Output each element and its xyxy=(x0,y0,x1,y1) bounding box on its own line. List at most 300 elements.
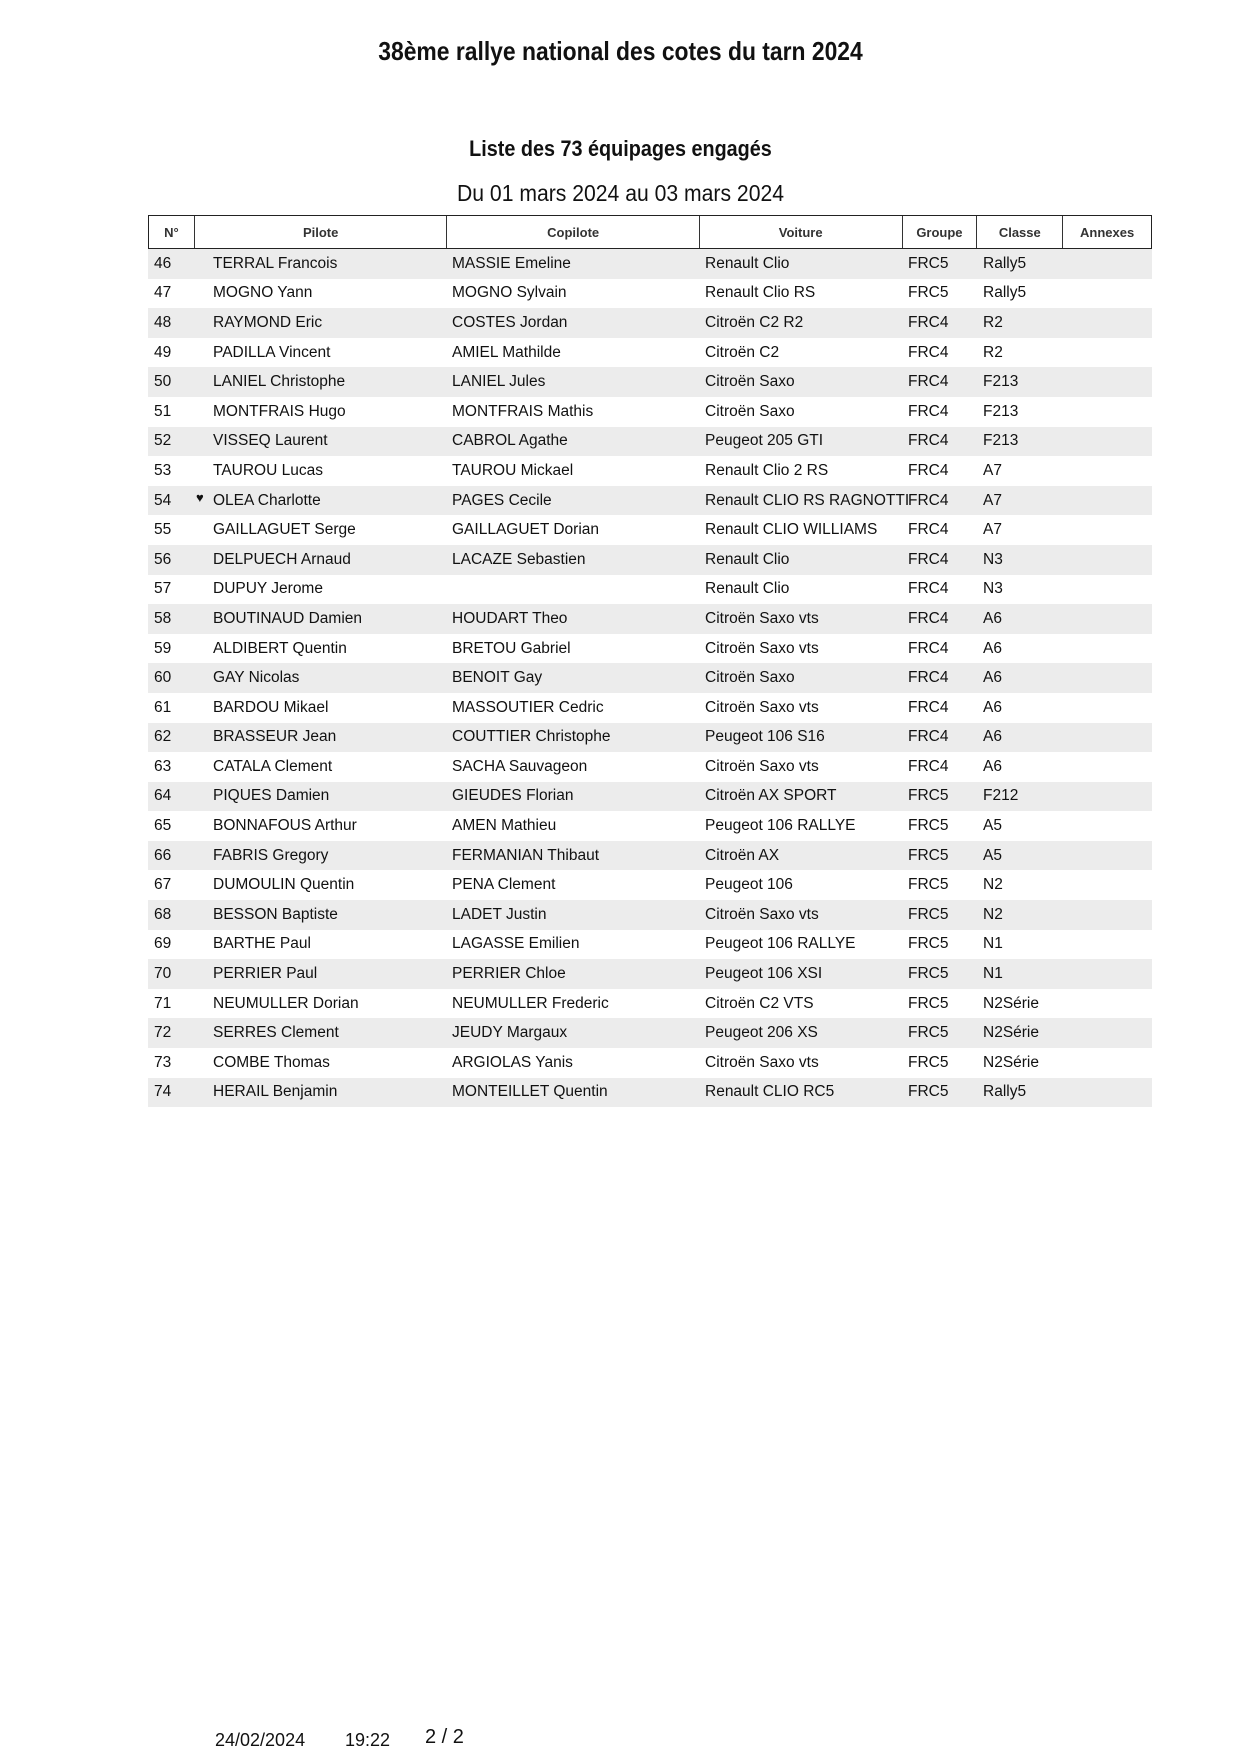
row-copilote xyxy=(446,965,699,983)
row-num-text: 47 xyxy=(154,284,172,302)
row-groupe xyxy=(902,640,977,658)
row-copilote xyxy=(446,640,699,658)
row-voiture xyxy=(699,965,902,983)
row-pilote-text: OLEA Charlotte xyxy=(213,491,321,509)
row-copilote-text: JEUDY Margaux xyxy=(452,1024,568,1042)
row-voiture-text: Peugeot 206 XS xyxy=(705,1024,818,1042)
row-pilote xyxy=(193,965,446,983)
row-num xyxy=(148,699,193,717)
row-classe-text: F212 xyxy=(983,787,1019,805)
header-annexes: Annexes xyxy=(1062,216,1151,248)
document-subtitle: Liste des 73 équipages engagés xyxy=(469,136,772,161)
row-num-text: 58 xyxy=(154,609,172,627)
row-pilote xyxy=(193,284,446,302)
row-groupe-text: FRC5 xyxy=(908,994,949,1012)
row-classe-text: N2Série xyxy=(983,1024,1039,1042)
row-num-text: 72 xyxy=(154,1024,172,1042)
table-row xyxy=(148,1078,1152,1108)
row-pilote-text: DELPUECH Arnaud xyxy=(213,550,351,568)
row-copilote xyxy=(446,403,699,421)
row-copilote xyxy=(446,255,699,273)
row-voiture-text: Renault Clio RS xyxy=(705,284,816,302)
row-num xyxy=(148,489,204,510)
row-voiture-text: Citroën Saxo vts xyxy=(705,1053,819,1071)
header-voiture: Voiture xyxy=(699,216,902,248)
row-classe xyxy=(977,580,1063,598)
row-classe xyxy=(977,373,1063,391)
table-body xyxy=(148,249,1152,1107)
footer-page-number: 2 / 2 xyxy=(425,1726,464,1748)
row-groupe-text: FRC5 xyxy=(908,1053,949,1071)
row-pilote xyxy=(193,521,446,539)
row-groupe xyxy=(902,344,977,362)
row-pilote-text: COMBE Thomas xyxy=(213,1053,330,1071)
row-classe-text: F213 xyxy=(983,432,1019,450)
row-groupe xyxy=(902,462,977,480)
row-copilote xyxy=(446,1024,699,1042)
row-copilote xyxy=(446,462,699,480)
row-classe xyxy=(977,728,1063,746)
row-voiture xyxy=(699,1083,902,1101)
row-voiture xyxy=(699,876,902,894)
row-classe-text: A7 xyxy=(983,491,1002,509)
row-classe-text: A5 xyxy=(983,846,1002,864)
row-voiture xyxy=(699,699,902,717)
row-pilote xyxy=(193,432,446,450)
row-voiture-text: Renault CLIO RS RAGNOTTI xyxy=(705,491,910,509)
table-header xyxy=(148,215,1152,249)
row-pilote-text: BESSON Baptiste xyxy=(213,905,338,923)
row-voiture xyxy=(699,669,902,687)
row-classe xyxy=(977,344,1063,362)
row-copilote xyxy=(446,551,699,569)
row-groupe xyxy=(902,995,977,1013)
row-classe-text: A6 xyxy=(983,639,1002,657)
row-classe xyxy=(977,1024,1063,1042)
row-groupe-text: FRC5 xyxy=(908,935,949,953)
row-voiture-text: Renault CLIO WILLIAMS xyxy=(705,521,878,539)
row-copilote-text: MASSOUTIER Cedric xyxy=(452,698,604,716)
row-voiture xyxy=(699,521,902,539)
row-classe xyxy=(977,610,1063,628)
row-pilote-text: HERAIL Benjamin xyxy=(213,1083,338,1101)
row-num xyxy=(148,255,193,273)
row-pilote xyxy=(193,551,446,569)
row-num-text: 63 xyxy=(154,757,172,775)
row-num-text: 59 xyxy=(154,639,172,657)
row-num-text: 48 xyxy=(154,313,172,331)
row-pilote xyxy=(193,817,446,835)
row-pilote xyxy=(193,314,446,332)
row-copilote-text: COUTTIER Christophe xyxy=(452,728,611,746)
row-classe xyxy=(977,492,1063,510)
row-classe xyxy=(977,965,1063,983)
row-pilote-text: BARDOU Mikael xyxy=(213,698,329,716)
row-pilote-text: TAUROU Lucas xyxy=(213,461,323,479)
table-row xyxy=(148,723,1152,753)
table-row xyxy=(148,989,1152,1019)
row-pilote xyxy=(193,1024,446,1042)
header-groupe: Groupe xyxy=(902,216,977,248)
row-classe xyxy=(977,1083,1063,1101)
row-copilote-text: CABROL Agathe xyxy=(452,432,568,450)
row-groupe-text: FRC4 xyxy=(908,373,949,391)
row-classe xyxy=(977,255,1063,273)
row-groupe xyxy=(902,403,977,421)
row-groupe-text: FRC5 xyxy=(908,905,949,923)
row-groupe-text: FRC4 xyxy=(908,580,949,598)
row-pilote xyxy=(193,906,446,924)
row-copilote-text: NEUMULLER Frederic xyxy=(452,994,609,1012)
row-pilote-text: DUMOULIN Quentin xyxy=(213,876,355,894)
row-copilote-text: PAGES Cecile xyxy=(452,491,552,509)
row-copilote xyxy=(446,728,699,746)
row-groupe xyxy=(902,906,977,924)
row-groupe xyxy=(902,965,977,983)
row-pilote-text: MONTFRAIS Hugo xyxy=(213,402,346,420)
row-num-text: 53 xyxy=(154,461,172,479)
row-copilote xyxy=(446,373,699,391)
row-num xyxy=(148,1024,193,1042)
row-num-text: 46 xyxy=(154,254,172,272)
row-classe xyxy=(977,551,1063,569)
row-num-text: 71 xyxy=(154,994,172,1012)
footer-time: 19:22 xyxy=(345,1730,391,1750)
row-groupe-text: FRC5 xyxy=(908,284,949,302)
row-groupe xyxy=(902,699,977,717)
row-pilote xyxy=(193,995,446,1013)
row-groupe-text: FRC4 xyxy=(908,491,949,509)
row-voiture-text: Peugeot 205 GTI xyxy=(705,432,824,450)
row-voiture xyxy=(699,344,902,362)
table-row xyxy=(148,249,1152,279)
event-period: Du 01 mars 2024 au 03 mars 2024 xyxy=(456,180,785,206)
row-num-text: 55 xyxy=(154,521,172,539)
row-copilote-text: PERRIER Chloe xyxy=(452,965,566,983)
row-voiture-text: Citroën C2 xyxy=(705,343,780,361)
row-num-text: 50 xyxy=(154,373,172,391)
row-classe-text: N2Série xyxy=(983,1053,1039,1071)
row-voiture-text: Citroën Saxo vts xyxy=(705,905,819,923)
heart-icon: ♥ xyxy=(196,489,204,505)
row-copilote xyxy=(446,699,699,717)
row-num-text: 70 xyxy=(154,965,172,983)
row-groupe xyxy=(902,1054,977,1072)
row-pilote xyxy=(193,640,446,658)
table-row xyxy=(148,900,1152,930)
row-groupe-text: FRC5 xyxy=(908,254,949,272)
header-copilote: Copilote xyxy=(446,216,699,248)
row-pilote xyxy=(193,935,446,953)
row-num xyxy=(148,521,193,539)
table-row xyxy=(148,456,1152,486)
table-row xyxy=(148,841,1152,871)
row-copilote-text: MONTEILLET Quentin xyxy=(452,1083,608,1101)
row-num-text: 66 xyxy=(154,846,172,864)
row-groupe xyxy=(902,610,977,628)
row-pilote-text: FABRIS Gregory xyxy=(213,846,329,864)
table-row xyxy=(148,693,1152,723)
table-row xyxy=(148,338,1152,368)
table-row xyxy=(148,575,1152,605)
row-pilote-text: TERRAL Francois xyxy=(213,254,338,272)
row-groupe xyxy=(902,492,977,510)
row-groupe-text: FRC4 xyxy=(908,461,949,479)
row-classe-text: A6 xyxy=(983,728,1002,746)
row-num xyxy=(148,551,193,569)
row-num xyxy=(148,906,193,924)
row-groupe xyxy=(902,758,977,776)
crew-list-table xyxy=(148,215,1152,1107)
row-classe xyxy=(977,758,1063,776)
table-row xyxy=(148,604,1152,634)
row-copilote-text: AMIEL Mathilde xyxy=(452,343,561,361)
table-row xyxy=(148,782,1152,812)
row-num xyxy=(148,1054,193,1072)
row-pilote xyxy=(193,728,446,746)
row-num-text: 51 xyxy=(154,402,172,420)
row-groupe xyxy=(902,1024,977,1042)
row-pilote xyxy=(193,669,446,687)
row-num-text: 73 xyxy=(154,1053,172,1071)
row-copilote-text: LACAZE Sebastien xyxy=(452,550,586,568)
row-copilote xyxy=(446,492,699,510)
table-row xyxy=(148,663,1152,693)
table-row xyxy=(148,545,1152,575)
row-groupe-text: FRC4 xyxy=(908,669,949,687)
row-groupe-text: FRC5 xyxy=(908,876,949,894)
row-copilote xyxy=(446,906,699,924)
row-pilote-text: VISSEQ Laurent xyxy=(213,432,328,450)
row-pilote xyxy=(193,787,446,805)
row-copilote xyxy=(446,935,699,953)
row-num xyxy=(148,344,193,362)
row-voiture-text: Citroën Saxo xyxy=(705,669,795,687)
row-pilote-text: DUPUY Jerome xyxy=(213,580,323,598)
row-copilote-text: COSTES Jordan xyxy=(452,313,568,331)
row-num-text: 52 xyxy=(154,432,172,450)
row-num xyxy=(148,758,193,776)
row-copilote xyxy=(446,432,699,450)
row-classe-text: R2 xyxy=(983,343,1003,361)
row-num-text: 67 xyxy=(154,876,172,894)
row-pilote-text: PADILLA Vincent xyxy=(213,343,331,361)
row-voiture xyxy=(699,255,902,273)
row-voiture xyxy=(699,1054,902,1072)
row-copilote-text: SACHA Sauvageon xyxy=(452,757,588,775)
row-groupe-text: FRC4 xyxy=(908,698,949,716)
row-copilote-text: FERMANIAN Thibaut xyxy=(452,846,600,864)
row-groupe xyxy=(902,373,977,391)
table-row xyxy=(148,1018,1152,1048)
row-groupe-text: FRC5 xyxy=(908,846,949,864)
row-num xyxy=(148,669,193,687)
row-classe-text: Rally5 xyxy=(983,284,1027,302)
row-pilote-text: RAYMOND Eric xyxy=(213,313,323,331)
row-pilote xyxy=(193,344,446,362)
row-num-text: 68 xyxy=(154,905,172,923)
table-row xyxy=(148,752,1152,782)
header-classe: Classe xyxy=(976,216,1062,248)
row-copilote xyxy=(446,521,699,539)
row-classe xyxy=(977,284,1063,302)
row-voiture xyxy=(699,758,902,776)
row-pilote-text: MOGNO Yann xyxy=(213,284,313,302)
row-voiture xyxy=(699,462,902,480)
table-row xyxy=(148,397,1152,427)
row-copilote-text: GIEUDES Florian xyxy=(452,787,574,805)
row-voiture-text: Renault Clio xyxy=(705,580,790,598)
row-groupe xyxy=(902,728,977,746)
row-voiture-text: Citroën Saxo vts xyxy=(705,698,819,716)
row-voiture-text: Renault CLIO RC5 xyxy=(705,1083,835,1101)
row-voiture-text: Peugeot 106 RALLYE xyxy=(705,817,856,835)
row-num-text: 65 xyxy=(154,817,172,835)
row-num-text: 62 xyxy=(154,728,172,746)
table-row xyxy=(148,870,1152,900)
row-copilote-text: BENOIT Gay xyxy=(452,669,543,687)
row-classe-text: N2 xyxy=(983,905,1003,923)
row-classe-text: N2Série xyxy=(983,994,1039,1012)
row-num xyxy=(148,373,193,391)
row-pilote xyxy=(193,847,446,865)
row-copilote xyxy=(446,847,699,865)
row-pilote xyxy=(193,699,446,717)
row-copilote xyxy=(446,876,699,894)
row-classe xyxy=(977,876,1063,894)
row-voiture xyxy=(699,314,902,332)
row-classe xyxy=(977,403,1063,421)
row-voiture-text: Renault Clio xyxy=(705,254,790,272)
row-copilote-text: GAILLAGUET Dorian xyxy=(452,521,600,539)
row-groupe-text: FRC4 xyxy=(908,550,949,568)
row-voiture-text: Citroën Saxo xyxy=(705,402,795,420)
row-num xyxy=(148,965,193,983)
row-num-text: 61 xyxy=(154,698,172,716)
row-classe xyxy=(977,640,1063,658)
row-copilote-text: BRETOU Gabriel xyxy=(452,639,571,657)
row-groupe xyxy=(902,847,977,865)
row-voiture xyxy=(699,491,910,510)
row-classe xyxy=(977,669,1063,687)
row-voiture-text: Citroën Saxo vts xyxy=(705,757,819,775)
row-copilote xyxy=(446,610,699,628)
row-classe-text: N1 xyxy=(983,935,1003,953)
row-groupe-text: FRC4 xyxy=(908,402,949,420)
row-copilote-text: MASSIE Emeline xyxy=(452,254,571,272)
row-groupe-text: FRC5 xyxy=(908,817,949,835)
row-copilote xyxy=(446,1083,699,1101)
row-groupe xyxy=(902,787,977,805)
row-copilote-text: PENA Clement xyxy=(452,876,556,894)
row-num-text: 57 xyxy=(154,580,172,598)
row-pilote-text: LANIEL Christophe xyxy=(213,373,346,391)
row-pilote-text: PIQUES Damien xyxy=(213,787,330,805)
row-num xyxy=(148,580,193,598)
row-groupe-text: FRC4 xyxy=(908,432,949,450)
row-num xyxy=(148,462,193,480)
row-copilote xyxy=(446,1054,699,1072)
table-row xyxy=(148,1048,1152,1078)
row-voiture xyxy=(699,403,902,421)
row-pilote xyxy=(193,462,446,480)
row-voiture xyxy=(699,551,902,569)
row-voiture-text: Citroën AX xyxy=(705,846,780,864)
row-num-text: 54 xyxy=(154,491,172,509)
row-pilote-text: PERRIER Paul xyxy=(213,965,318,983)
table-row xyxy=(148,427,1152,457)
row-num-text: 49 xyxy=(154,343,172,361)
row-groupe-text: FRC4 xyxy=(908,757,949,775)
row-pilote-text: BONNAFOUS Arthur xyxy=(213,817,357,835)
row-copilote xyxy=(446,758,699,776)
row-classe-text: A6 xyxy=(983,698,1002,716)
row-copilote-text: MONTFRAIS Mathis xyxy=(452,402,594,420)
row-classe-text: A6 xyxy=(983,669,1002,687)
row-groupe-text: FRC4 xyxy=(908,313,949,331)
row-copilote-text: LAGASSE Emilien xyxy=(452,935,580,953)
row-classe-text: Rally5 xyxy=(983,254,1027,272)
row-voiture-text: Peugeot 106 RALLYE xyxy=(705,935,856,953)
row-num xyxy=(148,787,193,805)
row-voiture xyxy=(699,580,902,598)
row-copilote-text: MOGNO Sylvain xyxy=(452,284,567,302)
row-voiture-text: Citroën C2 R2 xyxy=(705,313,804,331)
header-pilote: Pilote xyxy=(194,216,447,248)
table-row xyxy=(148,930,1152,960)
row-voiture-text: Renault Clio xyxy=(705,550,790,568)
row-voiture-text: Renault Clio 2 RS xyxy=(705,461,829,479)
row-num xyxy=(148,935,193,953)
row-groupe xyxy=(902,1083,977,1101)
row-voiture xyxy=(699,787,902,805)
row-classe-text: F213 xyxy=(983,402,1019,420)
row-voiture-text: Peugeot 106 XSI xyxy=(705,965,823,983)
row-voiture xyxy=(699,728,902,746)
table-row xyxy=(148,367,1152,397)
row-voiture xyxy=(699,817,902,835)
row-num xyxy=(148,284,193,302)
table-row xyxy=(148,959,1152,989)
header-num: N° xyxy=(164,224,179,240)
row-classe xyxy=(977,432,1063,450)
row-classe-text: A6 xyxy=(983,757,1002,775)
row-num-text: 60 xyxy=(154,669,172,687)
row-pilote xyxy=(193,876,446,894)
row-copilote xyxy=(446,995,699,1013)
row-voiture-text: Peugeot 106 S16 xyxy=(705,728,825,746)
row-groupe xyxy=(902,284,977,302)
row-num xyxy=(148,314,193,332)
row-voiture-text: Citroën Saxo vts xyxy=(705,639,819,657)
row-voiture-text: Citroën Saxo xyxy=(705,373,795,391)
row-voiture xyxy=(699,1024,902,1042)
row-classe xyxy=(977,935,1063,953)
row-num-text: 74 xyxy=(154,1083,172,1101)
row-groupe xyxy=(902,314,977,332)
row-classe xyxy=(977,1054,1063,1072)
table-row xyxy=(148,634,1152,664)
row-copilote xyxy=(446,314,699,332)
row-groupe-text: FRC5 xyxy=(908,1083,949,1101)
row-voiture xyxy=(699,284,902,302)
row-pilote xyxy=(193,373,446,391)
row-groupe xyxy=(902,255,977,273)
row-num xyxy=(148,403,193,421)
row-pilote xyxy=(193,1083,446,1101)
row-num-text: 56 xyxy=(154,550,172,568)
row-copilote xyxy=(446,284,699,302)
